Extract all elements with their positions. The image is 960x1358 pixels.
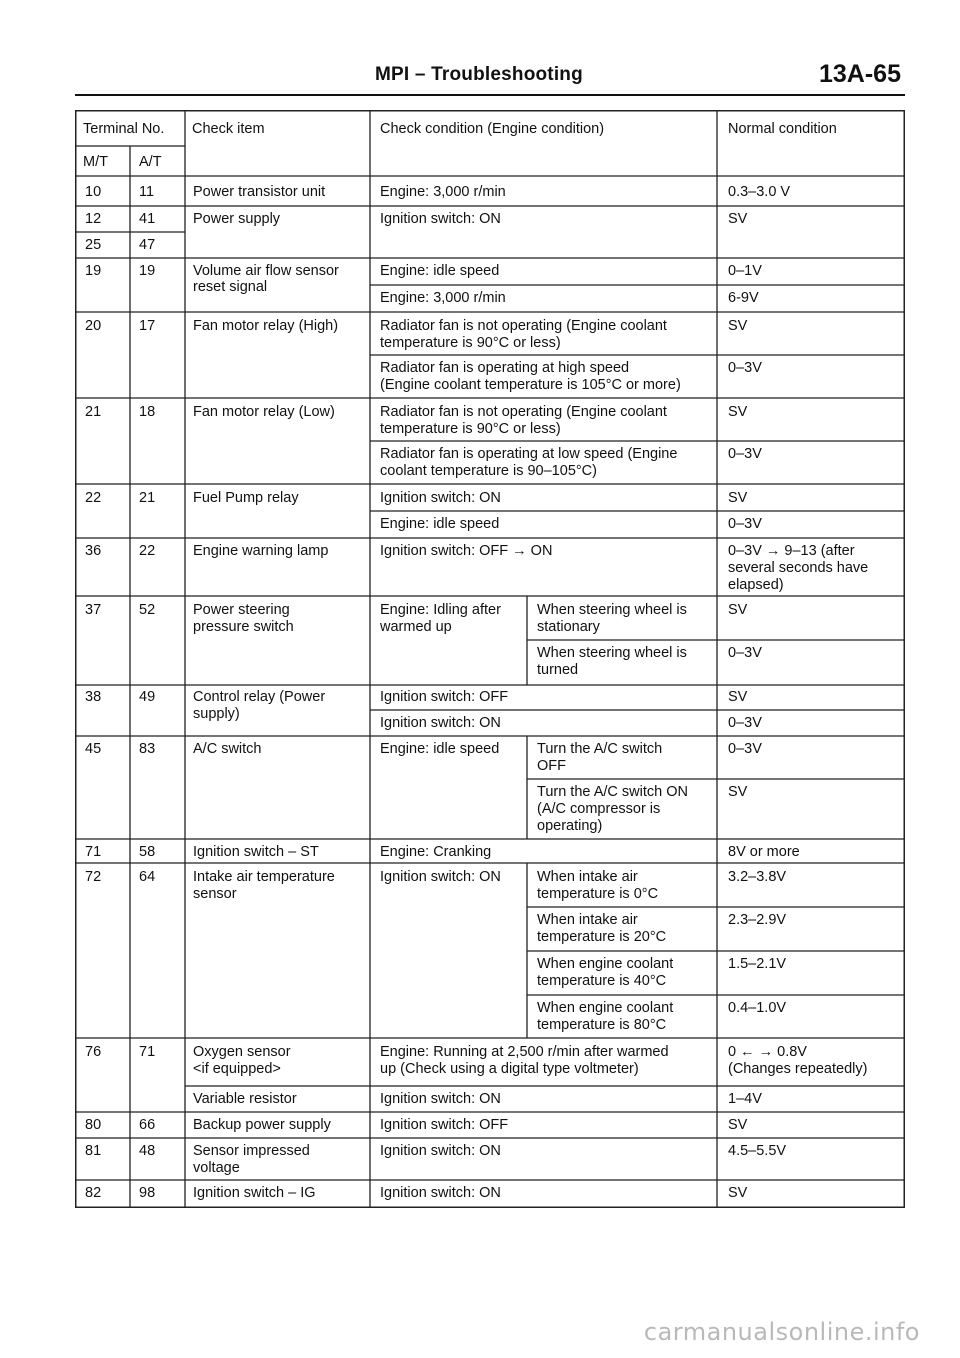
check-condition: Engine: idle speed	[380, 741, 500, 757]
check-item: Power steering	[193, 602, 290, 618]
normal-condition: 0–1V	[728, 263, 762, 279]
terminal-mt: 71	[85, 844, 102, 860]
check-item: Oxygen sensor	[193, 1044, 291, 1060]
terminal-mt: 45	[85, 741, 102, 757]
terminal-at: 21	[139, 490, 156, 506]
check-sub-condition: When engine coolant	[537, 956, 674, 972]
check-condition: Engine: Idling after	[380, 602, 501, 618]
check-condition: Engine: Running at 2,500 r/min after warmed	[380, 1044, 669, 1060]
check-condition: Ignition switch: OFF	[380, 1117, 509, 1133]
terminal-check-table	[75, 110, 905, 1208]
terminal-mt: 82	[85, 1185, 102, 1201]
watermark: carmanualsonline.info	[643, 1318, 920, 1346]
check-item: Backup power supply	[193, 1117, 331, 1133]
check-condition: Ignition switch: ON	[380, 490, 501, 506]
normal-condition: 3.2–3.8V	[728, 869, 787, 885]
terminal-mt: 36	[85, 543, 102, 559]
terminal-mt: 22	[85, 490, 102, 506]
terminal-at: 98	[139, 1185, 156, 1201]
terminal-mt: 80	[85, 1117, 102, 1133]
check-sub-condition: (A/C compressor is	[537, 801, 661, 817]
check-sub-condition: operating)	[537, 818, 603, 834]
terminal-at: 17	[139, 318, 156, 334]
normal-condition: 0–3V	[728, 446, 762, 462]
check-condition: temperature is 90°C or less)	[380, 421, 561, 437]
check-sub-condition: Turn the A/C switch	[537, 741, 663, 757]
normal-condition: elapsed)	[728, 577, 784, 593]
terminal-mt: 21	[85, 404, 102, 420]
check-condition: Ignition switch: ON	[380, 1091, 501, 1107]
check-item: Fan motor relay (High)	[193, 318, 339, 334]
page-title: MPI – Troubleshooting	[375, 64, 583, 85]
check-condition: Ignition switch: ON	[380, 1185, 501, 1201]
check-condition: Ignition switch: ON	[380, 869, 501, 885]
normal-condition: 0.3–3.0 V	[728, 184, 791, 200]
check-sub-condition: temperature is 40°C	[537, 973, 667, 989]
check-item: Ignition switch – ST	[193, 844, 319, 860]
normal-condition: SV	[728, 784, 748, 800]
check-condition: Ignition switch: OFF	[380, 689, 509, 705]
check-item: Power supply	[193, 211, 281, 227]
check-condition: Engine: idle speed	[380, 516, 500, 532]
check-condition: Ignition switch: ON	[380, 1143, 501, 1159]
normal-condition: several seconds have	[728, 560, 869, 576]
normal-condition: 6-9V	[728, 290, 759, 306]
normal-condition: 8V or more	[728, 844, 800, 860]
terminal-at: 19	[139, 263, 156, 279]
check-sub-condition: OFF	[537, 758, 566, 774]
normal-condition: SV	[728, 211, 748, 227]
check-condition: (Engine coolant temperature is 105°C or more)	[380, 377, 681, 393]
normal-condition: 0–3V	[728, 360, 762, 376]
terminal-mt: 25	[85, 237, 102, 253]
normal-condition: 0–3V	[728, 645, 762, 661]
terminal-at: 83	[139, 741, 156, 757]
check-item: Fuel Pump relay	[193, 490, 299, 506]
terminal-at: 22	[139, 543, 156, 559]
check-sub-condition: When engine coolant	[537, 1000, 674, 1016]
terminal-at: 49	[139, 689, 156, 705]
check-condition: Engine: Cranking	[380, 844, 492, 860]
normal-condition: SV	[728, 404, 748, 420]
header-check-item: Check item	[192, 121, 265, 137]
header-mt: M/T	[83, 154, 108, 170]
normal-condition: 0–3V	[728, 516, 762, 532]
check-condition: temperature is 90°C or less)	[380, 335, 561, 351]
normal-condition: SV	[728, 318, 748, 334]
check-item: Ignition switch – IG	[193, 1185, 316, 1201]
check-sub-condition: temperature is 20°C	[537, 929, 667, 945]
terminal-mt: 81	[85, 1143, 102, 1159]
header-at: A/T	[139, 154, 162, 170]
header-terminal-no: Terminal No.	[83, 121, 165, 137]
check-condition: Engine: 3,000 r/min	[380, 184, 506, 200]
check-sub-condition: temperature is 0°C	[537, 886, 659, 902]
terminal-at: 11	[139, 184, 155, 200]
normal-condition: 0 ← → 0.8V	[728, 1044, 807, 1060]
normal-condition: 0–3V	[728, 741, 762, 757]
terminal-at: 52	[139, 602, 156, 618]
normal-condition: 0–3V → 9–13 (after	[728, 543, 855, 559]
check-sub-condition: stationary	[537, 619, 600, 635]
check-item: Control relay (Power	[193, 689, 326, 705]
terminal-mt: 19	[85, 263, 102, 279]
check-sub-condition: turned	[537, 662, 579, 678]
check-item: <if equipped>	[193, 1061, 281, 1077]
terminal-mt: 38	[85, 689, 102, 705]
terminal-at: 58	[139, 844, 156, 860]
terminal-at: 41	[139, 211, 156, 227]
normal-condition: 2.3–2.9V	[728, 912, 787, 928]
terminal-mt: 76	[85, 1044, 102, 1060]
terminal-at: 71	[139, 1044, 156, 1060]
check-condition: up (Check using a digital type voltmeter)	[380, 1061, 639, 1077]
terminal-at: 66	[139, 1117, 156, 1133]
check-condition: Radiator fan is operating at low speed (Engine	[380, 446, 678, 462]
check-sub-condition: When steering wheel is	[537, 602, 687, 618]
check-item: reset signal	[193, 279, 268, 295]
normal-condition: SV	[728, 602, 748, 618]
header-rule	[75, 94, 905, 96]
terminal-mt: 37	[85, 602, 102, 618]
normal-condition: SV	[728, 490, 748, 506]
normal-condition: SV	[728, 1185, 748, 1201]
normal-condition: 1.5–2.1V	[728, 956, 787, 972]
normal-condition: 0–3V	[728, 715, 762, 731]
normal-condition: 4.5–5.5V	[728, 1143, 787, 1159]
normal-condition: 0.4–1.0V	[728, 1000, 787, 1016]
check-item: Intake air temperature	[193, 869, 335, 885]
check-condition: Radiator fan is operating at high speed	[380, 360, 630, 376]
terminal-at: 47	[139, 237, 156, 253]
check-item: Volume air flow sensor	[193, 263, 339, 279]
header-normal-condition: Normal condition	[728, 121, 837, 137]
check-condition: Ignition switch: ON	[380, 715, 501, 731]
terminal-mt: 72	[85, 869, 102, 885]
check-item: sensor	[193, 886, 237, 902]
check-condition: Radiator fan is not operating (Engine coolant	[380, 404, 667, 420]
normal-condition: SV	[728, 1117, 748, 1133]
check-sub-condition: When intake air	[537, 912, 638, 928]
check-sub-condition: When intake air	[537, 869, 638, 885]
check-sub-condition: Turn the A/C switch ON	[537, 784, 688, 800]
normal-condition: (Changes repeatedly)	[728, 1061, 868, 1077]
check-item: Fan motor relay (Low)	[193, 404, 335, 420]
normal-condition: 1–4V	[728, 1091, 762, 1107]
check-item: Variable resistor	[193, 1091, 297, 1107]
terminal-mt: 20	[85, 318, 102, 334]
check-item: voltage	[193, 1160, 240, 1176]
check-item: Power transistor unit	[193, 184, 326, 200]
check-sub-condition: When steering wheel is	[537, 645, 687, 661]
check-sub-condition: temperature is 80°C	[537, 1017, 667, 1033]
check-item: pressure switch	[193, 619, 294, 635]
check-condition: Engine: idle speed	[380, 263, 500, 279]
terminal-mt: 10	[85, 184, 102, 200]
normal-condition: SV	[728, 689, 748, 705]
header-check-condition: Check condition (Engine condition)	[380, 121, 605, 137]
check-condition: Ignition switch: ON	[380, 211, 501, 227]
check-item: A/C switch	[193, 741, 262, 757]
page-header	[75, 58, 905, 92]
check-item: Engine warning lamp	[193, 543, 329, 559]
terminal-mt: 12	[85, 211, 102, 227]
check-item: Sensor impressed	[193, 1143, 310, 1159]
check-condition: Engine: 3,000 r/min	[380, 290, 506, 306]
check-item: supply)	[193, 706, 240, 722]
check-condition: warmed up	[380, 619, 452, 635]
check-condition: coolant temperature is 90–105°C)	[380, 463, 597, 479]
terminal-at: 48	[139, 1143, 156, 1159]
check-condition: Ignition switch: OFF → ON	[380, 543, 553, 559]
terminal-at: 18	[139, 404, 156, 420]
check-condition: Radiator fan is not operating (Engine coolant	[380, 318, 667, 334]
terminal-at: 64	[139, 869, 156, 885]
page-number: 13A-65	[819, 60, 901, 88]
